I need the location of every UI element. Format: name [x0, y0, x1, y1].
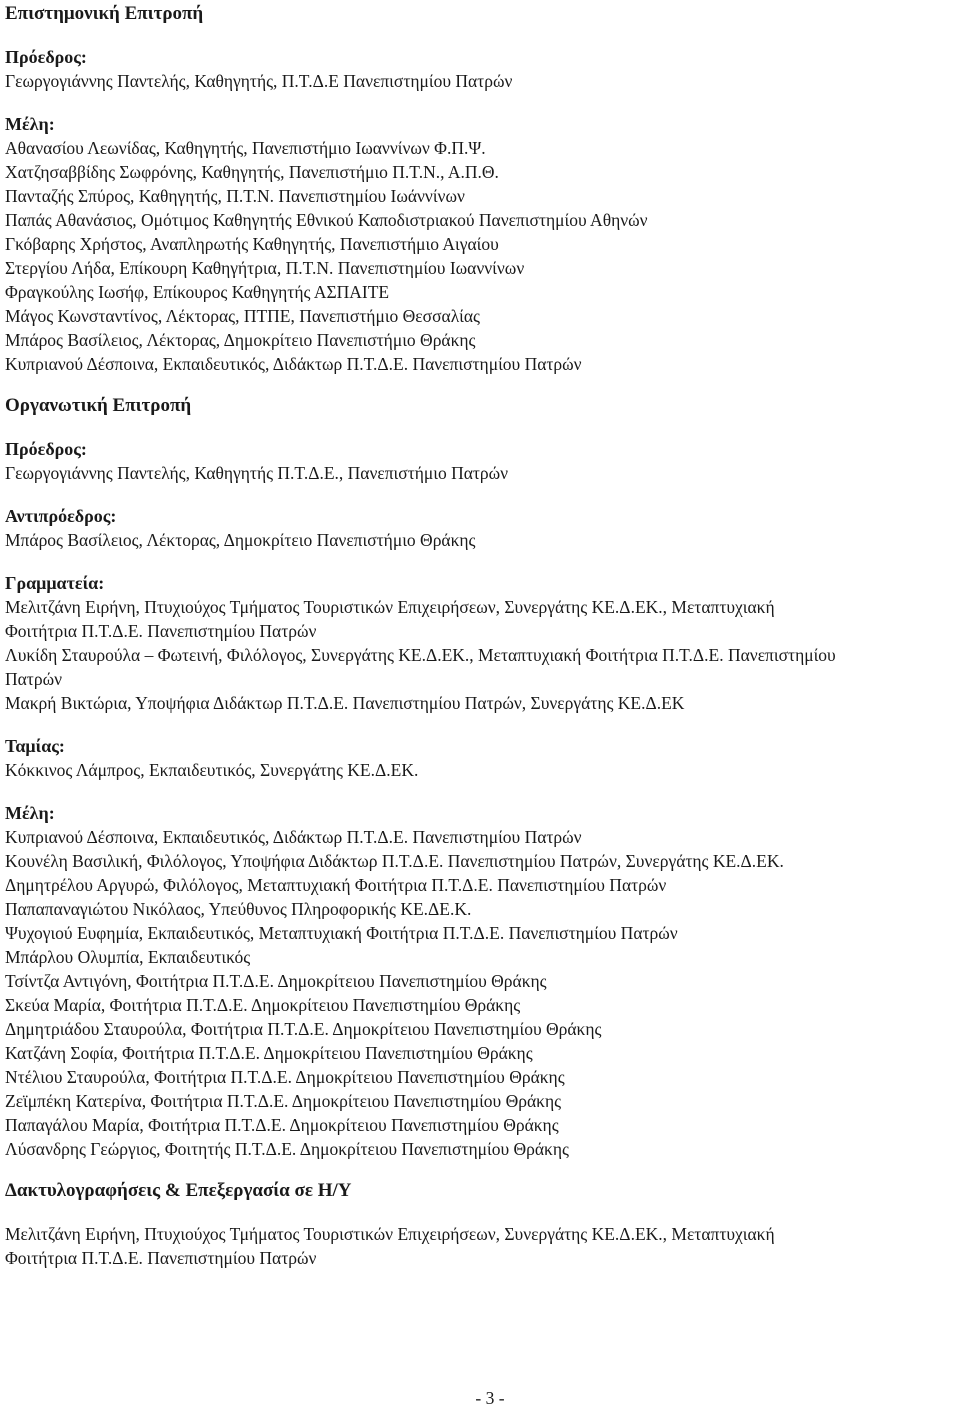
organizing-committee-title: Οργανωτική Επιτροπή — [5, 395, 192, 416]
organizing-president: Γεωργογιάννης Παντελής, Καθηγητής Π.Τ.Δ.Ε., Πανεπιστήμιο Πατρών — [5, 463, 509, 483]
vice-president: Μπάρος Βασίλειος, Λέκτορας, Δημοκρίτειο Πανεπιστήμιο Θράκης — [5, 530, 476, 550]
list-item: Μελιτζάνη Ειρήνη, Πτυχιούχος Τμήματος Τουριστικών Επιχειρήσεων, Συνεργάτης ΚΕ.Δ.ΕΚ., Μεταπτυχιακή — [5, 597, 775, 617]
list-item: Στεργίου Λήδα, Επίκουρη Καθηγήτρια, Π.Τ.Ν. Πανεπιστημίου Ιωαννίνων — [5, 258, 525, 278]
scientific-committee-title: Επιστημονική Επιτροπή — [5, 3, 204, 24]
list-item: Μακρή Βικτώρια, Υποψήφια Διδάκτωρ Π.Τ.Δ.Ε. Πανεπιστημίου Πατρών, Συνεργάτης ΚΕ.Δ.ΕΚ — [5, 693, 685, 713]
list-item: Παπάς Αθανάσιος, Ομότιμος Καθηγητής Εθνικού Καποδιστριακού Πανεπιστημίου Αθηνών — [5, 210, 648, 230]
list-item: Λυκίδη Σταυρούλα – Φωτεινή, Φιλόλογος, Συνεργάτης ΚΕ.Δ.ΕΚ., Μεταπτυχιακή Φοιτήτρια Π.Τ.Δ.Ε. Πανεπιστημίου — [5, 645, 836, 665]
secretariat-label: Γραμματεία: — [5, 573, 105, 593]
list-item: Χατζησαββίδης Σωφρόνης, Καθηγητής, Πανεπιστήμιο Π.Τ.Ν., Α.Π.Θ. — [5, 162, 499, 182]
list-item: Αθανασίου Λεωνίδας, Καθηγητής, Πανεπιστήμιο Ιωαννίνων Φ.Π.Ψ. — [5, 138, 486, 158]
scientific-president-label: Πρόεδρος: — [5, 47, 87, 67]
typing-section-title: Δακτυλογραφήσεις & Επεξεργασία σε Η/Υ — [5, 1180, 352, 1201]
list-item: Παπαπαναγιώτου Νικόλαος, Υπεύθυνος Πληροφορικής ΚΕ.ΔΕ.Κ. — [5, 899, 472, 919]
list-item: Φραγκούλης Ιωσήφ, Επίκουρος Καθηγητής ΑΣΠΑΙΤΕ — [5, 282, 390, 302]
list-item: Ντέλιου Σταυρούλα, Φοιτήτρια Π.Τ.Δ.Ε. Δημοκρίτειου Πανεπιστημίου Θράκης — [5, 1067, 565, 1087]
list-item: Ψυχογιού Ευφημία, Εκπαιδευτικός, Μεταπτυχιακή Φοιτήτρια Π.Τ.Δ.Ε. Πανεπιστημίου Πατρών — [5, 923, 678, 943]
list-item: Γκόβαρης Χρήστος, Αναπληρωτής Καθηγητής, Πανεπιστήμιο Αιγαίου — [5, 234, 499, 254]
page-number: - 3 - — [475, 1388, 505, 1408]
organizing-president-label: Πρόεδρος: — [5, 439, 87, 459]
list-item: Μπάρος Βασίλειος, Λέκτορας, Δημοκρίτειο Πανεπιστήμιο Θράκης — [5, 330, 476, 350]
list-item: Ζεϊμπέκη Κατερίνα, Φοιτήτρια Π.Τ.Δ.Ε. Δημοκρίτειου Πανεπιστημίου Θράκης — [5, 1091, 562, 1111]
list-item: Πανταζής Σπύρος, Καθηγητής, Π.Τ.Ν. Πανεπιστημίου Ιωάννίνων — [5, 186, 465, 206]
list-item: Μελιτζάνη Ειρήνη, Πτυχιούχος Τμήματος Τουριστικών Επιχειρήσεων, Συνεργάτης ΚΕ.Δ.ΕΚ., Μεταπτυχιακή — [5, 1224, 775, 1244]
vice-president-label: Αντιπρόεδρος: — [5, 506, 117, 526]
list-item: Κυπριανού Δέσποινα, Εκπαιδευτικός, Διδάκτωρ Π.Τ.Δ.Ε. Πανεπιστημίου Πατρών — [5, 827, 582, 847]
document-page — [5, 2, 955, 1270]
treasurer-label: Ταμίας: — [5, 736, 65, 756]
list-item: Λύσανδρης Γεώργιος, Φοιτητής Π.Τ.Δ.Ε. Δημοκρίτειου Πανεπιστημίου Θράκης — [5, 1139, 569, 1159]
list-item: Μπάρλου Ολυμπία, Εκπαιδευτικός — [5, 947, 251, 967]
list-item: Σκεύα Μαρία, Φοιτήτρια Π.Τ.Δ.Ε. Δημοκρίτειου Πανεπιστημίου Θράκης — [5, 995, 521, 1015]
list-item: Παπαγάλου Μαρία, Φοιτήτρια Π.Τ.Δ.Ε. Δημοκρίτειου Πανεπιστημίου Θράκης — [5, 1115, 559, 1135]
list-item: Τσίντζα Αντιγόνη, Φοιτήτρια Π.Τ.Δ.Ε. Δημοκρίτειου Πανεπιστημίου Θράκης — [5, 971, 547, 991]
list-item: Φοιτήτρια Π.Τ.Δ.Ε. Πανεπιστημίου Πατρών — [5, 621, 317, 641]
scientific-president: Γεωργογιάννης Παντελής, Καθηγητής, Π.Τ.Δ.Ε Πανεπιστημίου Πατρών — [5, 71, 513, 91]
list-item: Δημητρέλου Αργυρώ, Φιλόλογος, Μεταπτυχιακή Φοιτήτρια Π.Τ.Δ.Ε. Πανεπιστημίου Πατρών — [5, 875, 667, 895]
list-item: Δημητριάδου Σταυρούλα, Φοιτήτρια Π.Τ.Δ.Ε. Δημοκρίτειου Πανεπιστημίου Θράκης — [5, 1019, 602, 1039]
list-item: Κυπριανού Δέσποινα, Εκπαιδευτικός, Διδάκτωρ Π.Τ.Δ.Ε. Πανεπιστημίου Πατρών — [5, 354, 582, 374]
list-item: Φοιτήτρια Π.Τ.Δ.Ε. Πανεπιστημίου Πατρών — [5, 1248, 317, 1268]
list-item: Μάγος Κωνσταντίνος, Λέκτορας, ΠΤΠΕ, Πανεπιστήμιο Θεσσαλίας — [5, 306, 480, 326]
treasurer: Κόκκινος Λάμπρος, Εκπαιδευτικός, Συνεργάτης ΚΕ.Δ.ΕΚ. — [5, 760, 419, 780]
scientific-members-label: Μέλη: — [5, 114, 55, 134]
list-item: Κουνέλη Βασιλική, Φιλόλογος, Υποψήφια Διδάκτωρ Π.Τ.Δ.Ε. Πανεπιστημίου Πατρών, Συνεργάτης ΚΕ.Δ.ΕΚ. — [5, 851, 784, 871]
list-item: Πατρών — [5, 669, 63, 689]
list-item: Κατζάνη Σοφία, Φοιτήτρια Π.Τ.Δ.Ε. Δημοκρίτειου Πανεπιστημίου Θράκης — [5, 1043, 533, 1063]
organizing-members-label: Μέλη: — [5, 803, 55, 823]
